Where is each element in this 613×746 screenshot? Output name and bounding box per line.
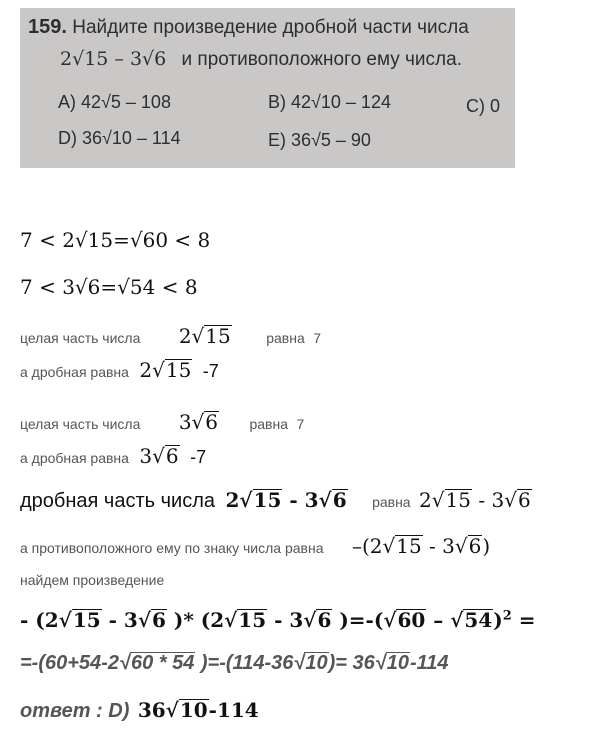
product-row (20, 608, 536, 632)
minus-seven: -7 (202, 361, 219, 381)
frac-part-label: а дробная равна (20, 364, 129, 380)
math-3sqrt6: 3√6 (139, 444, 179, 468)
frac-part-label: а дробная равна (20, 450, 129, 466)
option-e: E) 36√5 – 90 (268, 130, 371, 150)
answer-value: 36√10-114 (137, 698, 259, 722)
math-negated-diff: –(2√15 - 3√6) (351, 534, 491, 558)
option-a: A) 42√5 – 108 (58, 92, 171, 112)
frac-heading: дробная часть числа (20, 490, 215, 512)
whole-part-label: целая часть числа (20, 330, 141, 346)
problem-expression: 2√15 – 3√6 (60, 48, 167, 70)
math-3sqrt6: 3√6 (178, 410, 219, 434)
problem-number: 159. (28, 16, 67, 38)
math-product: - (2√15 - 3√6 )* (2√15 - 3√6 )=-(√60 – √54)$^2$ = (20, 608, 536, 632)
opposite-row (20, 534, 490, 558)
minus-seven: -7 (190, 447, 207, 467)
frac-heading-row (20, 488, 532, 513)
option-d: D) 36√10 – 114 (58, 128, 181, 148)
equals-label: равна (372, 494, 411, 510)
math-2sqrt15: 2√15 (139, 358, 192, 382)
seven-value: 7 (313, 330, 321, 346)
equals-label: равна (266, 330, 305, 346)
math-expansion: =-(60+54-2√60 * 54 )=-(114-36√10)= 36√10-114 (20, 652, 449, 674)
problem-line-2 (60, 48, 462, 71)
problem-line-1 (28, 16, 469, 39)
inequality-1: 7 < 2√15=√60 < 8 (20, 228, 211, 252)
find-product-text: найдем произведение (20, 572, 165, 588)
whole-part-label: целая часть числа (20, 416, 141, 432)
expansion-row (20, 652, 449, 675)
opposite-label: а противоположного ему по знаку числа равна (20, 540, 324, 556)
answer-row (20, 698, 259, 723)
inequality-2: 7 < 3√6=√54 < 8 (20, 275, 198, 299)
equals-label: равна (249, 416, 289, 432)
frac-part-row-1 (20, 358, 219, 382)
option-b: B) 42√10 – 124 (268, 92, 391, 112)
problem-text-2: и противоположного ему числа. (181, 49, 462, 70)
option-c: C) 0 (466, 96, 501, 116)
math-2sqrt15: 2√15 (178, 324, 231, 348)
problem-text-1: Найдите произведение дробной части числа (72, 17, 469, 38)
frac-part-row-2 (20, 444, 206, 468)
math-diff: 2√15 - 3√6 (419, 488, 531, 512)
math-bold-diff: 2√15 - 3√6 (225, 488, 347, 512)
seven-value: 7 (296, 416, 305, 432)
answer-label: ответ : D) (20, 700, 130, 722)
whole-part-row-2 (20, 410, 304, 434)
problem-photo (20, 8, 515, 168)
whole-part-row-1 (20, 324, 321, 348)
